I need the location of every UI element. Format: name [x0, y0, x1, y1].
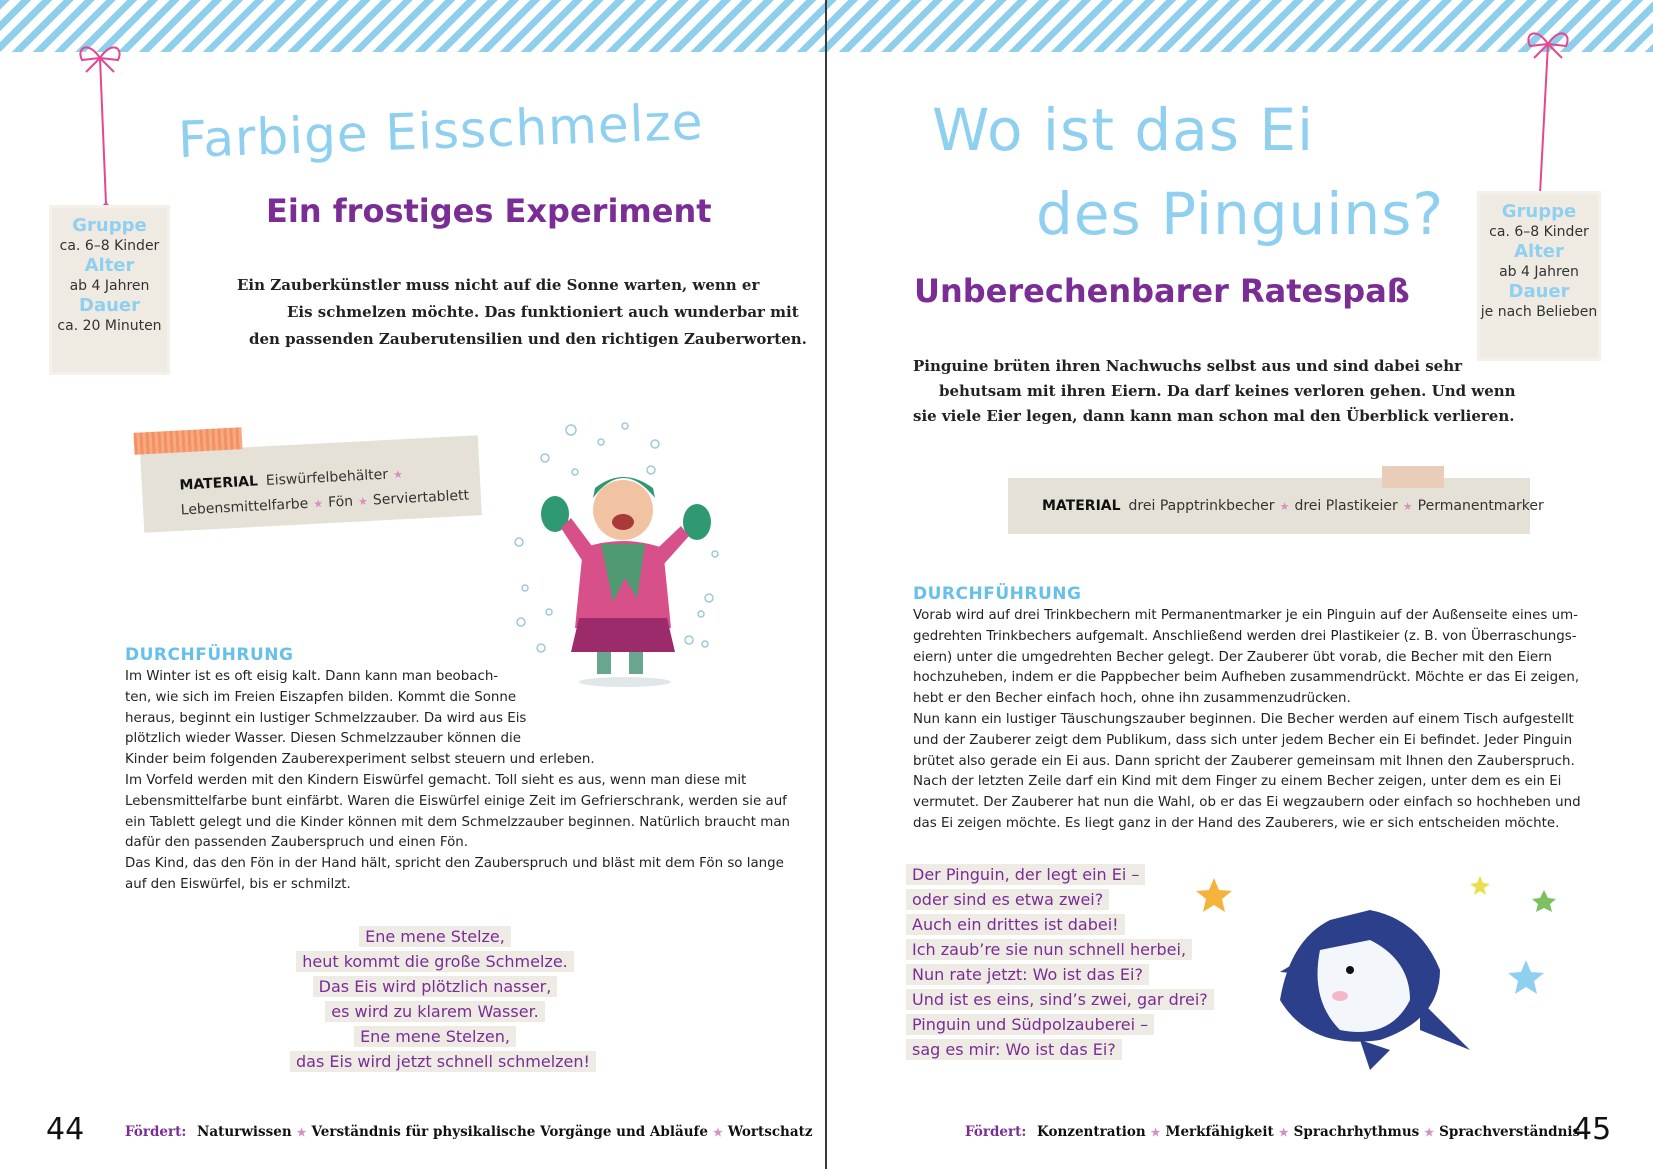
page-title-line2: des Pinguins?	[1036, 180, 1445, 248]
spell-line: sag es mir: Wo ist das Ei?	[906, 1039, 1122, 1060]
tag-label-gruppe: Gruppe	[72, 215, 147, 236]
body-line: gedrehten Trinkbechers aufgemalt. Anschließend werden drei Plastikeier (z. B. von Überraschungs-	[913, 628, 1577, 644]
foerdert-item: Sprachrhythmus	[1293, 1124, 1420, 1140]
tag-label-gruppe: Gruppe	[1501, 201, 1577, 222]
spell-line: Ich zaub’re sie nun schnell herbei,	[906, 939, 1192, 960]
star-bullet-icon: ★	[1279, 500, 1290, 513]
intro-text	[235, 272, 807, 353]
spell-line: heut kommt die große Schmelze.	[296, 951, 574, 972]
material-item: Serviertablett	[372, 487, 470, 509]
body-line: eiern) unter die umgedrehten Becher gelegt. Der Zauberer übt vorab, die Becher mit den Eiern	[913, 649, 1552, 665]
material-list	[1042, 498, 1544, 514]
tag-value-alter: ab 4 Jahren	[69, 278, 150, 294]
ribbon-bow-icon	[70, 36, 130, 216]
material-label: MATERIAL	[1042, 498, 1121, 514]
spell-line: Pinguin und Südpolzauberei –	[906, 1014, 1154, 1035]
material-item: Eiswürfelbehälter	[265, 466, 389, 490]
spell-line: Nun rate jetzt: Wo ist das Ei?	[906, 964, 1149, 985]
star-bullet-icon: ★	[312, 497, 324, 511]
page-subtitle: Ein frostiges Experiment	[266, 192, 712, 230]
star-bullet-icon: ★	[357, 494, 369, 509]
star-bullet-icon: ★	[296, 1126, 307, 1139]
tag-value-dauer: ca. 20 Minuten	[57, 318, 162, 334]
section-heading: DURCHFÜHRUNG	[125, 645, 294, 665]
material-item: Permanentmarker	[1417, 498, 1544, 514]
body-line: ein Tablett gelegt und die Kinder können mit dem Schmelzzauber beginnen. Natürlich braucht man	[125, 814, 791, 830]
intro-line: behutsam mit ihren Eiern. Da darf keines verloren gehen. Und wenn	[939, 382, 1516, 400]
tag-label-alter: Alter	[1514, 241, 1564, 262]
tag-value-gruppe: ca. 6–8 Kinder	[59, 238, 160, 254]
body-line: das Ei zeigen möchte. Es liegt ganz in der Hand des Zauberers, wie er sich entscheiden möchte.	[913, 815, 1560, 831]
foerdert-label: Fördert:	[125, 1124, 187, 1140]
foerdert-item: Naturwissen	[197, 1124, 292, 1140]
material-label: MATERIAL	[179, 473, 259, 494]
material-item: Fön	[327, 493, 354, 511]
body-line: heraus, beginnt ein lustiger Schmelzzauber. Da wird aus Eis	[125, 710, 527, 726]
star-bullet-icon: ★	[1278, 1126, 1289, 1139]
foerdert-item: Wortschatz	[727, 1124, 813, 1140]
body-line: Nach der letzten Zeile darf ein Kind mit dem Finger zu einem Becher zeigen, unter dem es ein Ei	[913, 774, 1562, 790]
star-bullet-icon: ★	[1424, 1126, 1435, 1139]
body-line: Lebensmittelfarbe bunt einfärbt. Waren die Eiswürfel einige Zeit im Gefrierschrank, werden sie auf	[125, 793, 787, 809]
footer-foerdert	[125, 1124, 813, 1140]
body-line: brütet also gerade ein Ei aus. Dann spricht der Zauberer gemeinsam mit Ihnen den Zauberspruch.	[913, 753, 1575, 769]
tag-label-dauer: Dauer	[1508, 281, 1570, 302]
info-tag	[52, 208, 167, 372]
intro-line: Pinguine brüten ihren Nachwuchs selbst aus und sind dabei sehr	[913, 357, 1463, 375]
star-bullet-icon: ★	[392, 467, 404, 482]
spell-line: Der Pinguin, der legt ein Ei –	[906, 864, 1145, 885]
magic-spell	[290, 924, 590, 1074]
intro-text	[913, 354, 1516, 429]
foerdert-label: Fördert:	[965, 1124, 1027, 1140]
body-line: plötzlich wieder Wasser. Diesen Schmelzzauber können die	[125, 731, 521, 747]
body-line: Im Winter ist es oft eisig kalt. Dann kann man beobach-	[125, 669, 499, 684]
penguin-illustration	[1190, 860, 1570, 1090]
foerdert-item: Verständnis für physikalische Vorgänge und Abläufe	[311, 1124, 708, 1140]
star-bullet-icon: ★	[1402, 500, 1413, 513]
body-line: hebt er den Becher einfach hoch, ohne ihn zusammenzudrücken.	[913, 691, 1351, 707]
material-item: Lebensmittelfarbe	[180, 495, 309, 519]
star-bullet-icon: ★	[1150, 1126, 1161, 1139]
footer-foerdert	[965, 1124, 1580, 1140]
page-number: 44	[46, 1112, 85, 1147]
body-line: vermutet. Der Zauberer hat nun die Wahl, ob er das Ei wegzaubern oder einfach so hochheben und	[913, 795, 1581, 811]
spell-line: Ene mene Stelze,	[359, 926, 511, 947]
body-line: auf den Eiswürfel, bis er schmilzt.	[125, 876, 351, 892]
body-line: Das Kind, das den Fön in der Hand hält, spricht den Zauberspruch und bläst mit dem Fön so lange	[125, 856, 784, 872]
washi-tape	[1382, 466, 1444, 488]
page-number: 45	[1573, 1112, 1612, 1147]
body-line: dafür den passenden Zauberspruch und einen Fön.	[125, 835, 469, 851]
spell-line: Auch ein drittes ist dabei!	[906, 914, 1125, 935]
foerdert-item: Konzentration	[1037, 1124, 1146, 1140]
ribbon-bow-icon	[1518, 22, 1578, 202]
spell-line: Das Eis wird plötzlich nasser,	[313, 976, 558, 997]
material-item: drei Papptrinkbecher	[1128, 498, 1275, 514]
intro-line: Eis schmelzen möchte. Das funktioniert auch wunderbar mit	[287, 303, 799, 321]
foerdert-item: Merkfähigkeit	[1165, 1124, 1274, 1140]
spell-line: das Eis wird jetzt schnell schmelzen!	[290, 1051, 596, 1072]
tag-value-alter: ab 4 Jahren	[1499, 264, 1579, 280]
intro-line: Ein Zauberkünstler muss nicht auf die Sonne warten, wenn er	[237, 276, 760, 294]
page-title-line1: Wo ist das Ei	[932, 96, 1315, 164]
body-text	[913, 606, 1581, 835]
tag-value-gruppe: ca. 6–8 Kinder	[1489, 224, 1589, 240]
body-line: Vorab wird auf drei Trinkbechern mit Permanentmarker je ein Pinguin auf der Außenseite eines um-	[913, 608, 1578, 623]
spell-line: oder sind es etwa zwei?	[906, 889, 1109, 910]
spell-line: Ene mene Stelzen,	[354, 1026, 516, 1047]
body-line: und der Zauberer zeigt dem Publikum, dass sich unter jedem Becher ein Ei befindet. Jeder Pinguin	[913, 732, 1573, 748]
body-line: Kinder beim folgenden Zauberexperiment selbst steuern und erleben.	[125, 752, 595, 768]
intro-line: sie viele Eier legen, dann kann man schon mal den Überblick verlieren.	[913, 407, 1515, 425]
body-line: Im Vorfeld werden mit den Kindern Eiswürfel gemacht. Toll sieht es aus, wenn man diese mit	[125, 772, 747, 788]
body-line: Nun kann ein lustiger Täuschungszauber beginnen. Die Becher werden auf einem Tisch aufgestellt	[913, 711, 1574, 727]
star-bullet-icon: ★	[712, 1126, 723, 1139]
info-tag	[1480, 194, 1598, 358]
tag-label-alter: Alter	[84, 255, 135, 276]
foerdert-item: Sprachverständnis	[1439, 1124, 1581, 1140]
tag-value-dauer: je nach Belieben	[1480, 304, 1598, 320]
spell-line: Und ist es eins, sind’s zwei, gar drei?	[906, 989, 1214, 1010]
magic-spell	[906, 862, 1214, 1062]
body-line: hochzuheben, indem er die Pappbecher beim Aufheben zusammendrückt. Möchte er das Ei zeigen,	[913, 670, 1580, 686]
page-subtitle: Unberechenbarer Ratespaß	[914, 272, 1410, 310]
spell-line: es wird zu klarem Wasser.	[325, 1001, 545, 1022]
section-heading: DURCHFÜHRUNG	[913, 584, 1082, 604]
page-title: Farbige Eisschmelze	[177, 92, 705, 170]
material-item: drei Plastikeier	[1294, 498, 1398, 514]
body-line: ten, wie sich im Freien Eiszapfen bilden. Kommt die Sonne	[125, 689, 517, 705]
intro-line: den passenden Zauberutensilien und den richtigen Zauberworten.	[249, 330, 807, 348]
page-fold	[825, 0, 827, 1169]
body-text	[125, 667, 790, 896]
tag-label-dauer: Dauer	[79, 295, 140, 316]
